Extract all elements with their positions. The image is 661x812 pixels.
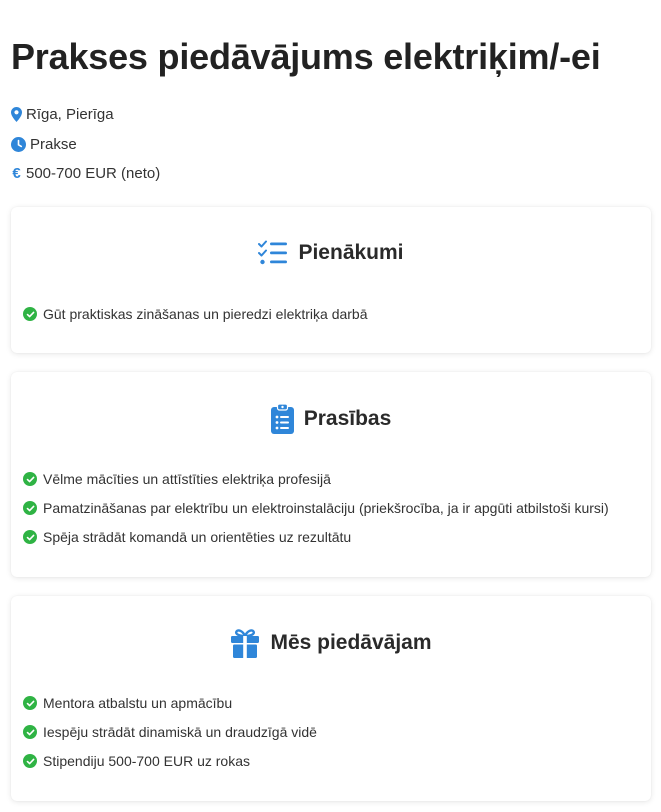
location-row	[11, 106, 114, 123]
duties-title: Pienākumi	[298, 241, 404, 264]
clipboard-list-icon	[271, 404, 294, 434]
type-text: Prakse	[30, 136, 77, 153]
list-item-text: Iespēju strādāt dinamiskā un draudzīgā vidē	[43, 724, 317, 740]
salary-row	[11, 165, 160, 182]
list-item	[23, 306, 368, 322]
requirements-header	[11, 404, 651, 434]
clock-icon	[11, 137, 26, 152]
check-icon	[23, 725, 37, 739]
euro-icon: €	[12, 165, 21, 182]
list-item	[23, 724, 317, 740]
list-item-text: Mentora atbalstu un apmācību	[43, 695, 233, 711]
list-item-text: Gūt praktiskas zināšanas un pieredzi elektriķa darbā	[43, 306, 368, 322]
list-item-text: Spēja strādāt komandā un orientēties uz rezultātu	[43, 529, 352, 545]
check-icon	[23, 501, 37, 515]
check-icon	[23, 472, 37, 486]
list-item	[23, 529, 351, 545]
check-icon	[23, 754, 37, 768]
requirements-card	[11, 372, 651, 577]
list-item	[23, 471, 331, 487]
list-item	[23, 500, 609, 516]
type-row	[11, 136, 77, 153]
map-pin-icon	[11, 107, 22, 122]
requirements-title: Prasības	[303, 407, 392, 430]
check-icon	[23, 530, 37, 544]
duties-header	[11, 240, 651, 266]
list-item	[23, 753, 250, 769]
gift-icon	[230, 628, 260, 658]
check-icon	[23, 696, 37, 710]
page-title: Prakses piedāvājums elektriķim/-ei	[11, 36, 601, 77]
offer-header	[11, 628, 651, 658]
offer-card	[11, 596, 651, 801]
duties-card	[11, 207, 651, 353]
task-list-icon	[258, 240, 288, 266]
list-item	[23, 695, 232, 711]
check-icon	[23, 307, 37, 321]
list-item-text: Vēlme mācīties un attīstīties elektriķa profesijā	[43, 471, 331, 487]
list-item-text: Stipendiju 500-700 EUR uz rokas	[43, 753, 251, 769]
list-item-text: Pamatzināšanas par elektrību un elektroinstalāciju (priekšrocība, ja ir apgūti atbilstoši kursi)	[43, 500, 609, 516]
offer-title: Mēs piedāvājam	[270, 631, 432, 654]
salary-text: 500-700 EUR (neto)	[26, 165, 161, 182]
location-text: Rīga, Pierīga	[26, 106, 114, 123]
